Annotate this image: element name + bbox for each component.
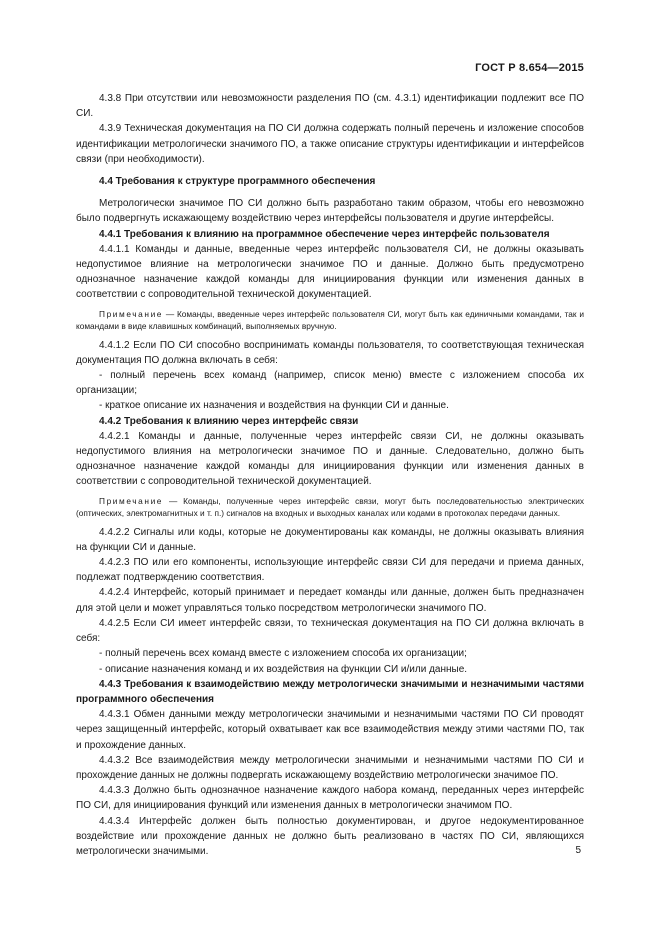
note-2-label: Примечание (99, 495, 164, 506)
subsection-heading-4-4-1: 4.4.1 Требования к влиянию на программное обеспечение через интерфейс пользователя (99, 228, 550, 240)
standard-header: ГОСТ Р 8.654—2015 (475, 62, 584, 74)
subsection-heading-4-4-3: 4.4.3 Требования к взаимодействию между метрологически значимыми и незначимыми частями программного обеспечения (76, 678, 584, 705)
clause-4-4-3-3: 4.4.3.3 Должно быть однозначное назначение каждого набора команд, переданных через интерфейс ПО СИ, для инициирования функций или изменения данных в метрологически значимом ПО. (76, 785, 584, 812)
note-1-label: Примечание (99, 308, 164, 319)
clause-4-4-1-1: 4.4.1.1 Команды и данные, введенные через интерфейс пользователя СИ, не должны оказывать недопустимое влияние на метрологически значимое ПО и данные. Должно быть предусмотрено однозначное назначение каждой команды для инициирования функции или изменения данных в соответствии с сопроводительной технической документацией. (76, 243, 584, 301)
page-number: 5 (575, 845, 581, 856)
clause-4-4-3-2: 4.4.3.2 Все взаимодействия между метрологически значимыми и незначимыми частями ПО СИ и прохождение данных не должны подвергать искажающему воздействию метрологически значимое ПО. (76, 754, 584, 781)
note-2 (76, 495, 584, 519)
clause-4-4-2-1: 4.4.2.1 Команды и данные, полученные через интерфейс связи СИ, не должны оказывать недопустимого влияния на метрологически значимое ПО и данные. Следовательно, должно быть однозначное назначение каждой команды для инициирования функции или изменения данных в соответствии с сопроводительной технической документацией. (76, 430, 584, 488)
note-2-text: — Команды, полученные через интерфейс связи, могут быть последовательностью электрических (оптических, электромагнитных и т. п.) сигналов на входных и выходных каналах или кодами в протоколах передачи данных. (76, 495, 584, 518)
clause-4-4-3-4: 4.4.3.4 Интерфейс должен быть полностью документирован, и другое недокументированное воздействие или прохождение данных не должно быть реализовано в частях ПО СИ, являющихся метрологически значимыми. (76, 815, 584, 857)
subsection-heading-4-4-2: 4.4.2 Требования к влиянию через интерфейс связи (99, 415, 359, 427)
list-item: - полный перечень всех команд вместе с изложением способа их организации; (99, 648, 467, 660)
clause-4-4-2-5: 4.4.2.5 Если СИ имеет интерфейс связи, то техническая документация на ПО СИ должна включать в себя: (76, 617, 584, 645)
list-item: - краткое описание их назначения и воздействия на функции СИ и данные. (99, 400, 449, 412)
note-1-text: — Команды, введенные через интерфейс пользователя СИ, могут быть как единичными командами, так и командами в виде клавишных комбинаций, выполняемых вручную. (76, 308, 584, 331)
section-4-4-intro: Метрологически значимое ПО СИ должно быть разработано таким образом, чтобы его невозможно было подвергнуть искажающему воздействию через интерфейсы пользователя и другие интерфейсы. (76, 198, 584, 225)
document-body (76, 91, 584, 859)
list-item: - полный перечень всех команд (например, список меню) вместе с изложением способа их организации; (76, 370, 584, 397)
clause-4-3-9: 4.3.9 Техническая документация на ПО СИ должна содержать полный перечень и изложение способов идентификации метрологически значимого ПО, а также описание структуры идентификации и интерфейсов связи (при необходимости). (76, 123, 584, 165)
clause-4-4-3-1: 4.4.3.1 Обмен данными между метрологически значимыми и незначимыми частями ПО СИ проводят через защищенный интерфейс, который охватывает как все взаимодействия между этими частями ПО, так и прохождение данных. (76, 709, 584, 751)
clause-4-4-2-4: 4.4.2.4 Интерфейс, который принимает и передает команды или данные, должен быть предназначен для этой цели и может управляться только посредством метрологически значимого ПО. (76, 587, 584, 614)
clause-4-4-2-3: 4.4.2.3 ПО или его компоненты, использующие интерфейс связи СИ для передачи и приема данных, подлежат подтверждению соответствия. (76, 557, 584, 584)
note-1 (76, 308, 584, 332)
clause-4-4-2-2: 4.4.2.2 Сигналы или коды, которые не документированы как команды, не должны оказывать влияния на функции СИ и данные. (76, 526, 584, 553)
clause-4-3-8: 4.3.8 При отсутствии или невозможности разделения ПО (см. 4.3.1) идентификации подлежит все ПО СИ. (76, 93, 584, 120)
list-item: - описание назначения команд и их воздействия на функции СИ и/или данные. (99, 663, 468, 675)
clause-4-4-1-2: 4.4.1.2 Если ПО СИ способно воспринимать команды пользователя, то соответствующая техническая документация ПО должна включать в себя: (76, 339, 584, 366)
section-heading-4-4: 4.4 Требования к структуре программного обеспечения (99, 176, 376, 188)
